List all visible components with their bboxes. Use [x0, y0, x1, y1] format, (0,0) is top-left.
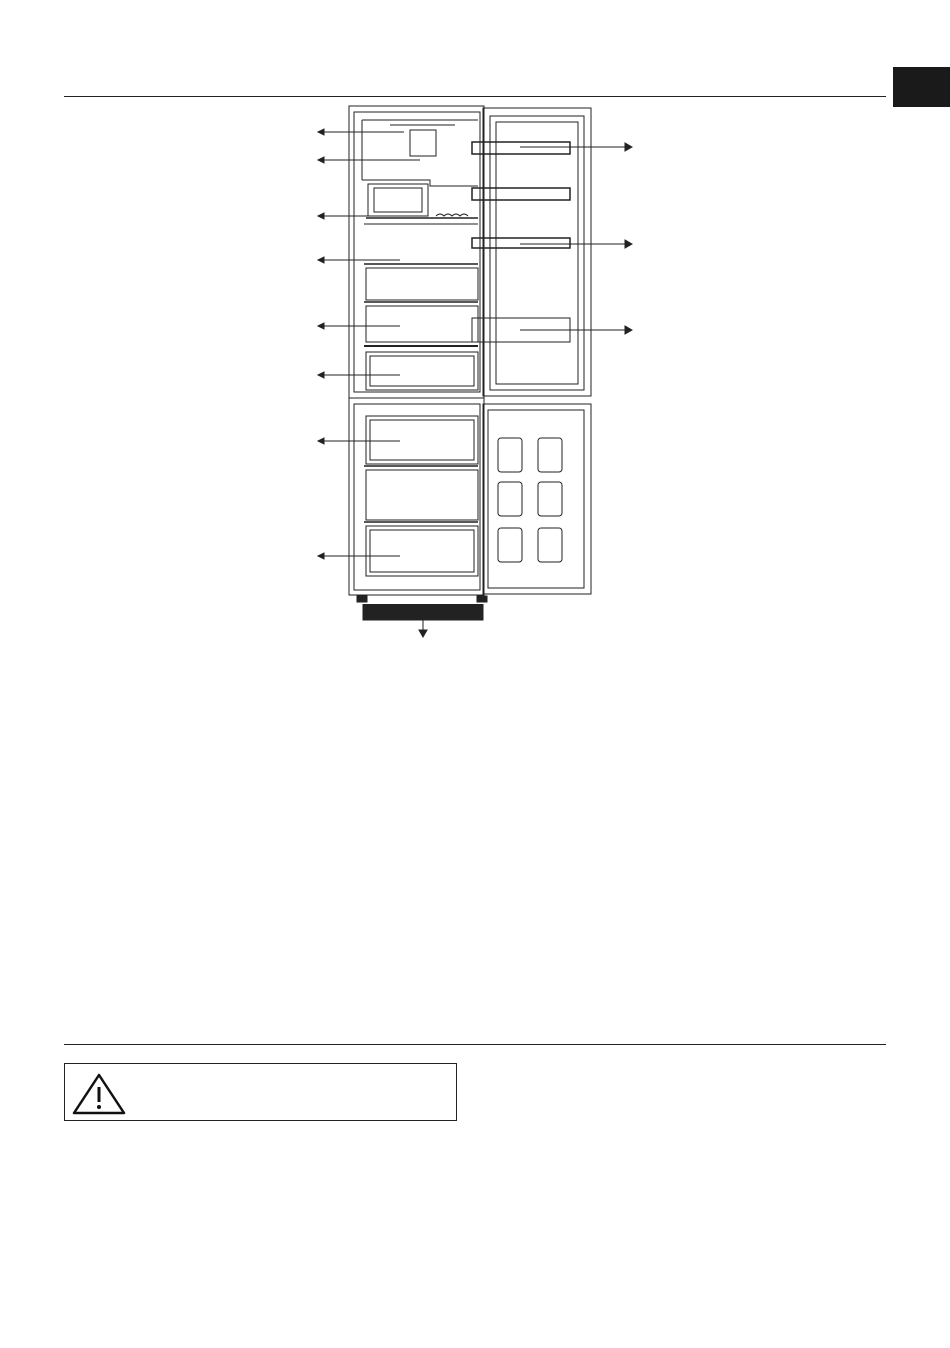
left-callout-arrows — [318, 129, 420, 559]
bottom-callout-arrow — [363, 604, 483, 637]
door-shelf-3 — [472, 238, 570, 248]
section-rule — [64, 1044, 886, 1045]
door-shelf-1 — [472, 142, 570, 154]
fridge-diagram — [0, 0, 950, 650]
freezer-door — [483, 404, 591, 594]
warning-box — [64, 1063, 457, 1121]
door-shelf-2 — [472, 188, 570, 200]
fridge-door — [483, 108, 591, 396]
warning-triangle-icon — [71, 1072, 127, 1116]
